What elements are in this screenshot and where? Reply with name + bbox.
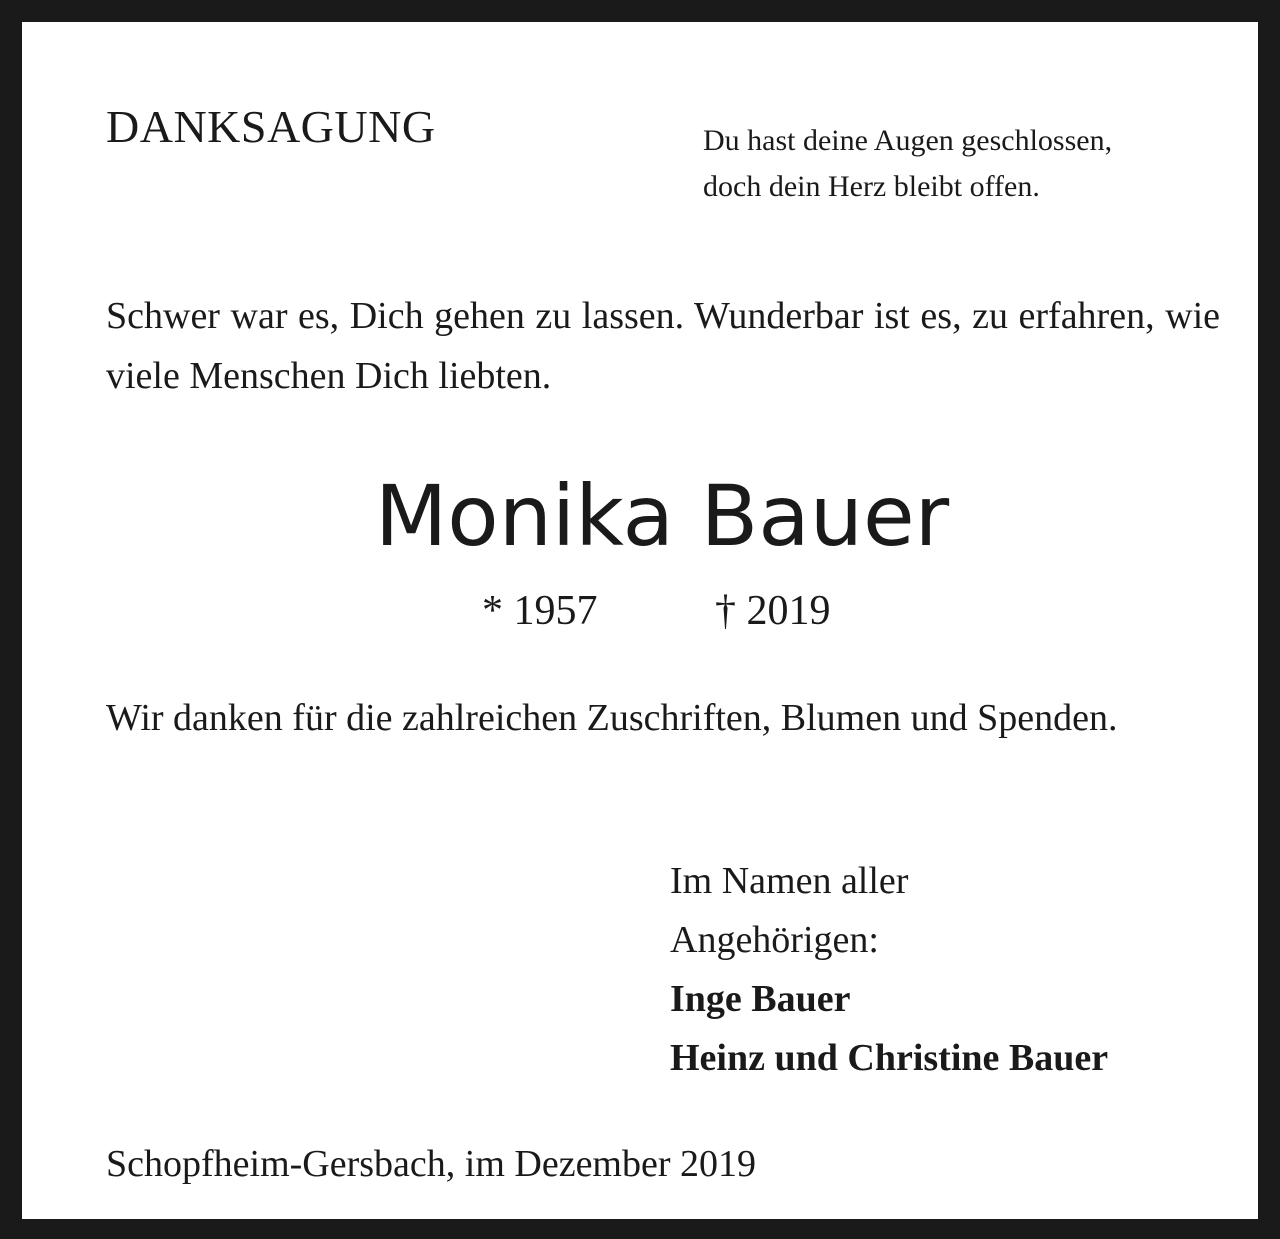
signature-intro-line-2: Angehörigen: [670,919,879,961]
birth-year: * 1957 [482,588,598,634]
signatory-name-1: Inge Bauer [670,978,851,1020]
signatory-name-2: Heinz und Christine Bauer [670,1037,1109,1079]
thanks-text: Wir danken für die zahlreichen Zuschriften, Blumen und Spenden. [106,697,1118,739]
motto-line-1: Du hast deine Augen geschlossen, [703,124,1113,157]
deceased-name: Monika Bauer [374,467,950,565]
signature-block [670,852,1108,1088]
intro-text: Schwer war es, Dich gehen zu lassen. Wunderbar ist es, zu erfahren, wie viele Menschen Dich liebten. [106,295,1220,397]
notice-heading: DANKSAGUNG [106,101,436,152]
motto-line-2: doch dein Herz bleibt offen. [703,170,1040,203]
death-year: † 2019 [715,588,831,634]
place-and-date: Schopfheim-Gersbach, im Dezember 2019 [106,1143,757,1185]
signature-intro-line-1: Im Namen aller [670,860,909,902]
motto-quote [703,118,1112,210]
